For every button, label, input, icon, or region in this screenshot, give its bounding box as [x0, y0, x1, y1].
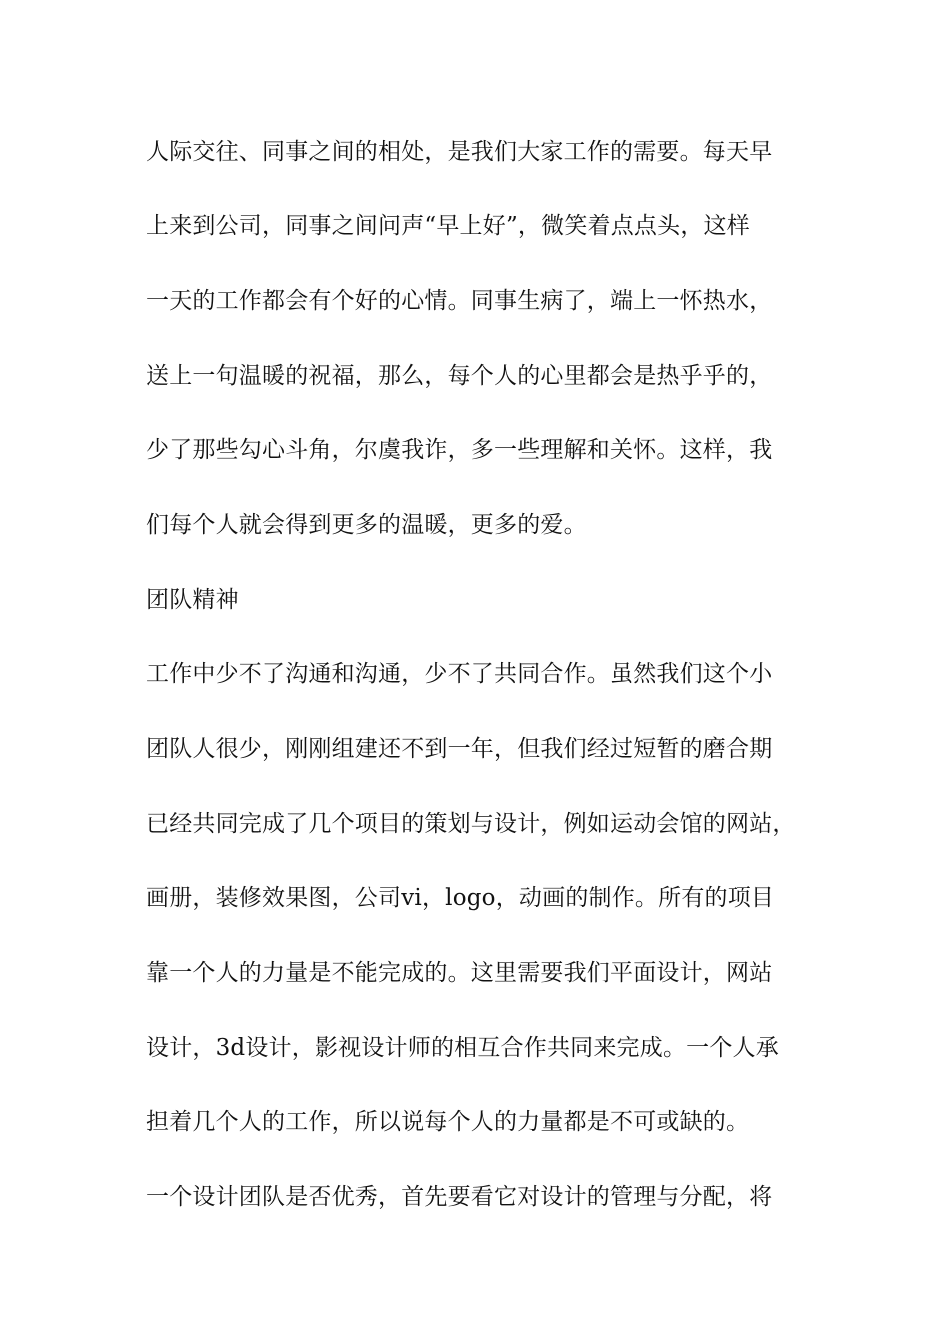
text-line: 设计，3d设计，影视设计师的相互合作共同来完成。一个人承 — [146, 1035, 779, 1061]
text-line: 人际交往、同事之间的相处，是我们大家工作的需要。每天早 — [146, 139, 773, 165]
text-line: 担着几个人的工作，所以说每个人的力量都是不可或缺的。 — [146, 1109, 750, 1135]
text-line: 已经共同完成了几个项目的策划与设计，例如运动会馆的网站， — [146, 811, 796, 837]
text-line: 工作中少不了沟通和沟通，少不了共同合作。虽然我们这个小 — [146, 661, 773, 687]
text-line: 靠一个人的力量是不能完成的。这里需要我们平面设计，网站 — [146, 960, 773, 986]
text-line: 一天的工作都会有个好的心情。同事生病了，端上一怀热水， — [146, 288, 773, 314]
text-line: 们每个人就会得到更多的温暖，更多的爱。 — [146, 512, 587, 538]
section-heading: 团队精神 — [146, 587, 239, 613]
text-line: 画册，装修效果图，公司vi，logo，动画的制作。所有的项目 — [146, 885, 775, 911]
text-line: 送上一句温暖的祝福，那么，每个人的心里都会是热乎乎的， — [146, 363, 773, 389]
text-line: 一个设计团队是否优秀，首先要看它对设计的管理与分配，将 — [146, 1184, 773, 1210]
text-line: 团队人很少，刚刚组建还不到一年，但我们经过短暂的磨合期 — [146, 736, 773, 762]
text-line: 少了那些勾心斗角，尔虞我诈，多一些理解和关怀。这样，我 — [146, 437, 773, 463]
text-line: 上来到公司，同事之间问声“早上好”，微笑着点点头，这样 — [146, 213, 750, 239]
